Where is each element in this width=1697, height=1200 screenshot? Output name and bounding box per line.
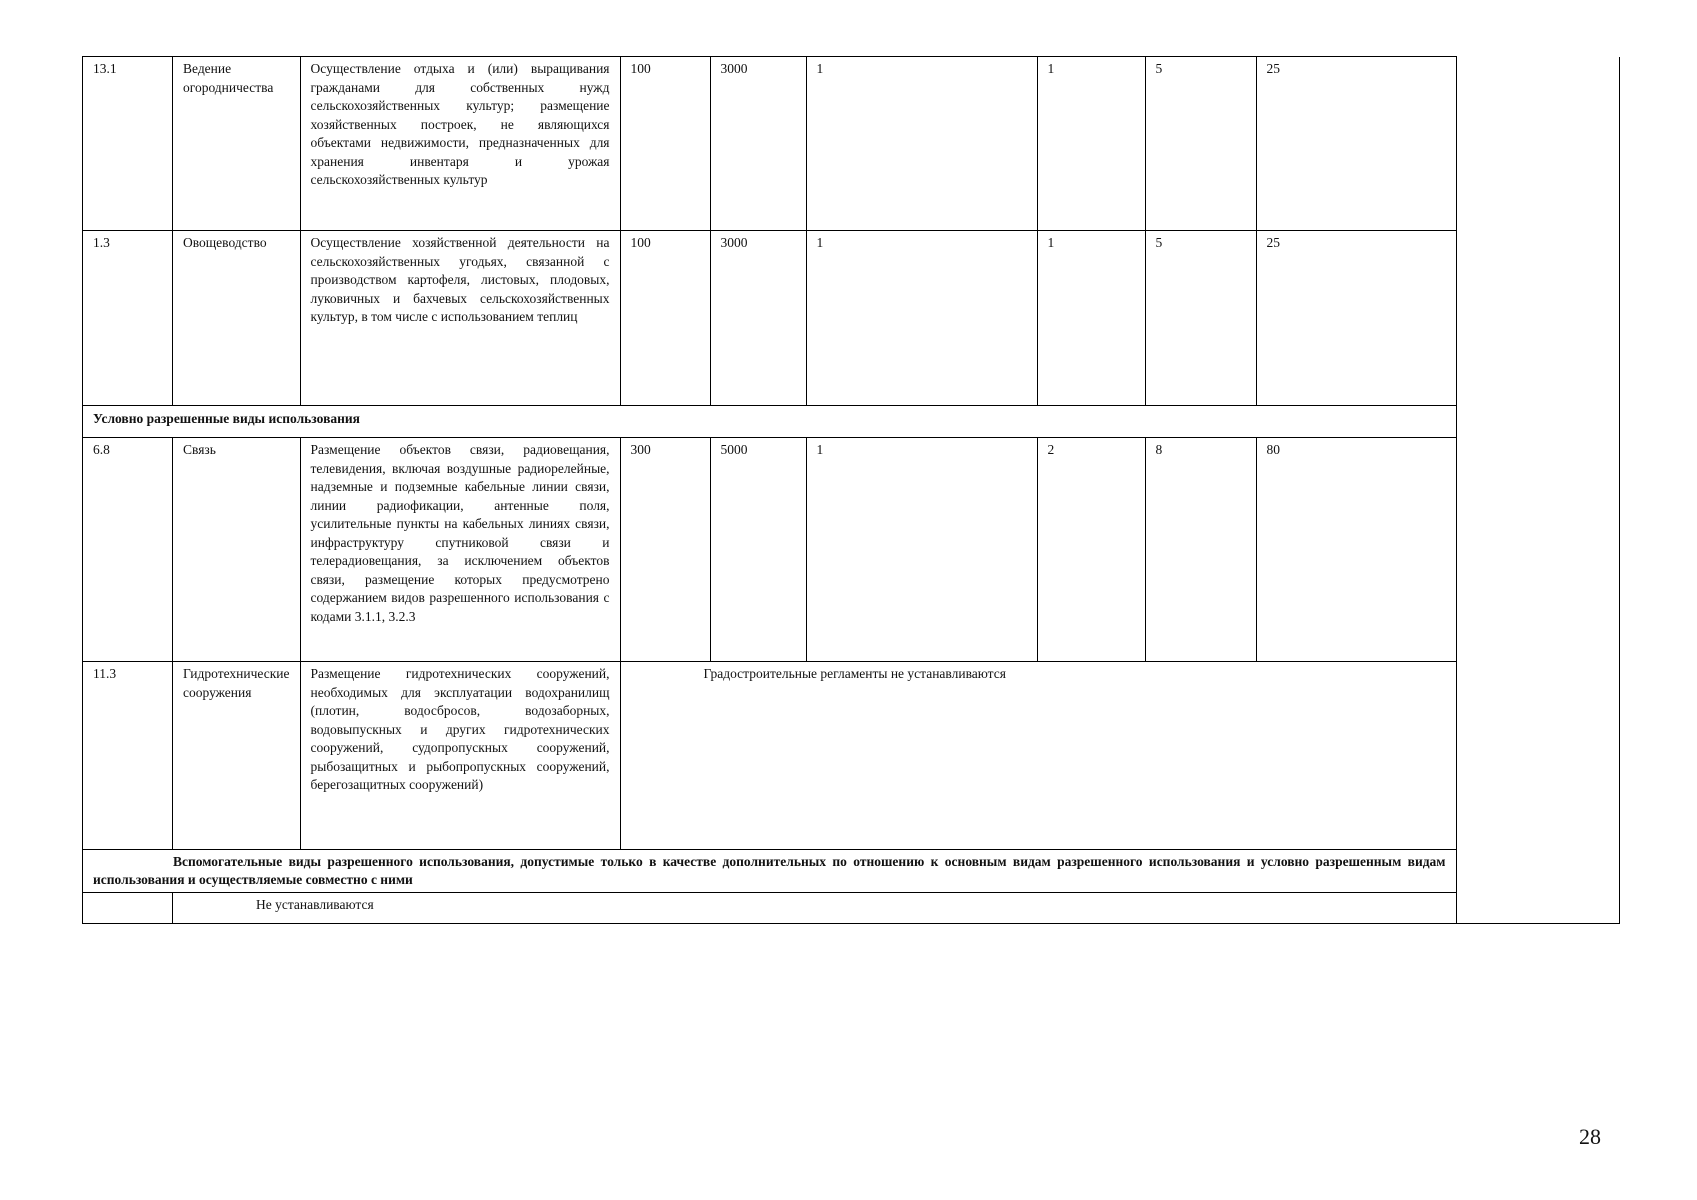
cell-name: Гидротехнические сооружения	[173, 662, 301, 850]
cell-description: Осуществление хозяйственной деятельности на сельскохозяйственных угодьях, связанной с производством картофеля, листовых, плодовых, луковичных и бахчевых сельскохозяйственных культур, в том числе с использованием теплиц	[300, 231, 620, 406]
cell-empty	[83, 893, 173, 924]
table-row	[83, 438, 1620, 662]
cell-name: Овощеводство	[173, 231, 301, 406]
cell-col7: 5	[1145, 231, 1256, 406]
cell-max-area: 3000	[710, 57, 806, 231]
section-row	[83, 850, 1620, 893]
cell-col5: 1	[806, 57, 1037, 231]
table-row	[83, 893, 1620, 924]
cell-col8: 25	[1256, 231, 1456, 406]
cell-code: 13.1	[83, 57, 173, 231]
cell-max-area: 3000	[710, 231, 806, 406]
table-row	[83, 57, 1620, 231]
page-number: 28	[1579, 1124, 1601, 1149]
cell-description: Размещение объектов связи, радиовещания, телевидения, включая воздушные радиорелейные, надземные и подземные кабельные линии связи, линии радиофикации, антенные поля, усилительные пункты на кабельных линиях связи, инфраструктуру спутниковой связи и телерадиовещания, за исключением объектов связи, размещение которых предусмотрено содержанием видов разрешенного использования с кодами 3.1.1, 3.2.3	[300, 438, 620, 662]
margin-column	[1456, 57, 1619, 924]
cell-col6: 1	[1037, 231, 1145, 406]
cell-col6: 2	[1037, 438, 1145, 662]
section-heading-conditional: Условно разрешенные виды использования	[83, 406, 1457, 438]
cell-col5: 1	[806, 438, 1037, 662]
cell-col7: 5	[1145, 57, 1256, 231]
cell-code: 11.3	[83, 662, 173, 850]
cell-auxiliary-note: Не устанавливаются	[173, 893, 1457, 924]
cell-col5: 1	[806, 231, 1037, 406]
cell-min-area: 300	[620, 438, 710, 662]
cell-min-area: 100	[620, 57, 710, 231]
cell-col8: 80	[1256, 438, 1456, 662]
table-row	[83, 662, 1620, 850]
table-row	[83, 231, 1620, 406]
cell-max-area: 5000	[710, 438, 806, 662]
cell-description: Осуществление отдыха и (или) выращивания гражданами для собственных нужд сельскохозяйственных культур; размещение хозяйственных построек, не являющихся объектами недвижимости, предназначенных для хранения инвентаря и урожая сельскохозяйственных культур	[300, 57, 620, 231]
section-heading-auxiliary: Вспомогательные виды разрешенного использования, допустимые только в качестве дополнительных по отношению к основным видам разрешенного использования и условно разрешенным видам использования и осуществляемые совместно с ними	[83, 850, 1457, 893]
cell-name: Ведение огородничества	[173, 57, 301, 231]
cell-description: Размещение гидротехнических сооружений, необходимых для эксплуатации водохранилищ (плотин, водосбросов, водозаборных, водовыпускных и других гидротехнических сооружений, судопропускных сооружений, рыбозащитных и рыбопропускных сооружений, берегозащитных сооружений)	[300, 662, 620, 850]
cell-col8: 25	[1256, 57, 1456, 231]
cell-regulation-note: Градостроительные регламенты не устанавливаются	[620, 662, 1456, 850]
cell-name: Связь	[173, 438, 301, 662]
cell-col7: 8	[1145, 438, 1256, 662]
cell-code: 6.8	[83, 438, 173, 662]
section-row	[83, 406, 1620, 438]
cell-code: 1.3	[83, 231, 173, 406]
cell-col6: 1	[1037, 57, 1145, 231]
cell-min-area: 100	[620, 231, 710, 406]
regulations-table	[82, 56, 1620, 924]
